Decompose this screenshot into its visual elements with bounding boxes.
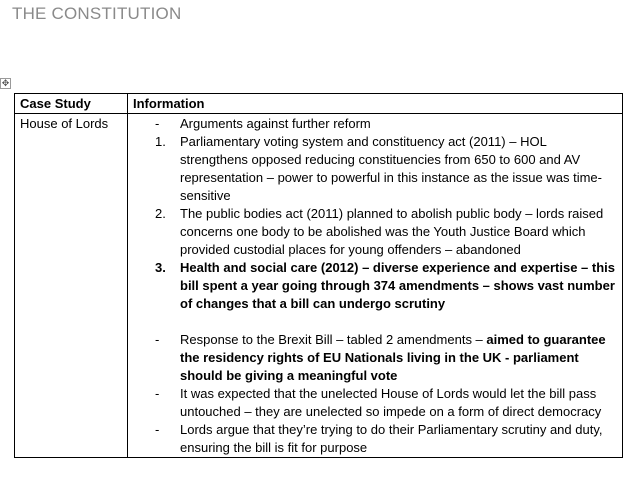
list-item-marker: 2. [155,206,166,221]
list-item [133,133,617,205]
list-item-text: The public bodies act (2011) planned to abolish public body – lords raised concerns one body to be abolished was the Youth Justice Board which provided custodial places for young offenders – abandoned [180,206,604,257]
list-item-text: Lords argue that they’re trying to do their Parliamentary scrutiny and duty, ensuring the bill is fit for purpose [180,422,603,455]
list-item-text: aimed to guarantee the residency rights of EU Nationals living in the UK - parliament should be giving a meaningful vote [180,332,606,383]
list-item [133,331,617,385]
case-study-table [14,93,623,458]
list-spacer [133,313,617,331]
list-item-text: Parliamentary voting system and constituency act (2011) – HOL strengthens opposed reducing constituencies from 650 to 600 and AV representation – power to powerful in this instance as the issue was time-sensitive [180,134,602,203]
list-item-text: Arguments against further reform [180,116,371,131]
document-title: THE CONSTITUTION [12,4,182,23]
list-item-text: Response to the Brexit Bill – tabled 2 amendments – [180,332,487,347]
list-item [133,385,617,421]
list-item-marker: - [155,116,160,131]
list-item-text: Health and social care (2012) – diverse experience and expertise – this bill spent a year going through 374 amendments – shows vast number of changes that a bill can undergo scrutiny [180,260,615,311]
list-item-text: It was expected that the unelected House of Lords would let the bill pass untouched – they are unelected so impede on a form of direct democracy [180,386,602,419]
information-list [133,115,617,457]
header-case-study: Case Study [15,94,128,114]
list-item-marker: - [155,332,160,347]
list-item [133,205,617,259]
information-cell [128,114,623,458]
list-item-marker: 1. [155,134,166,149]
list-item [133,421,617,457]
case-study-cell: House of Lords [15,114,128,458]
list-item [133,115,617,133]
table-move-handle-icon[interactable]: ✥ [1,78,10,88]
list-item-marker: - [155,422,160,437]
table-header-row [15,94,623,114]
header-information: Information [128,94,623,114]
list-item-marker: 3. [155,260,166,275]
table-row [15,114,623,458]
list-item [133,259,617,313]
list-item-marker: - [155,386,160,401]
